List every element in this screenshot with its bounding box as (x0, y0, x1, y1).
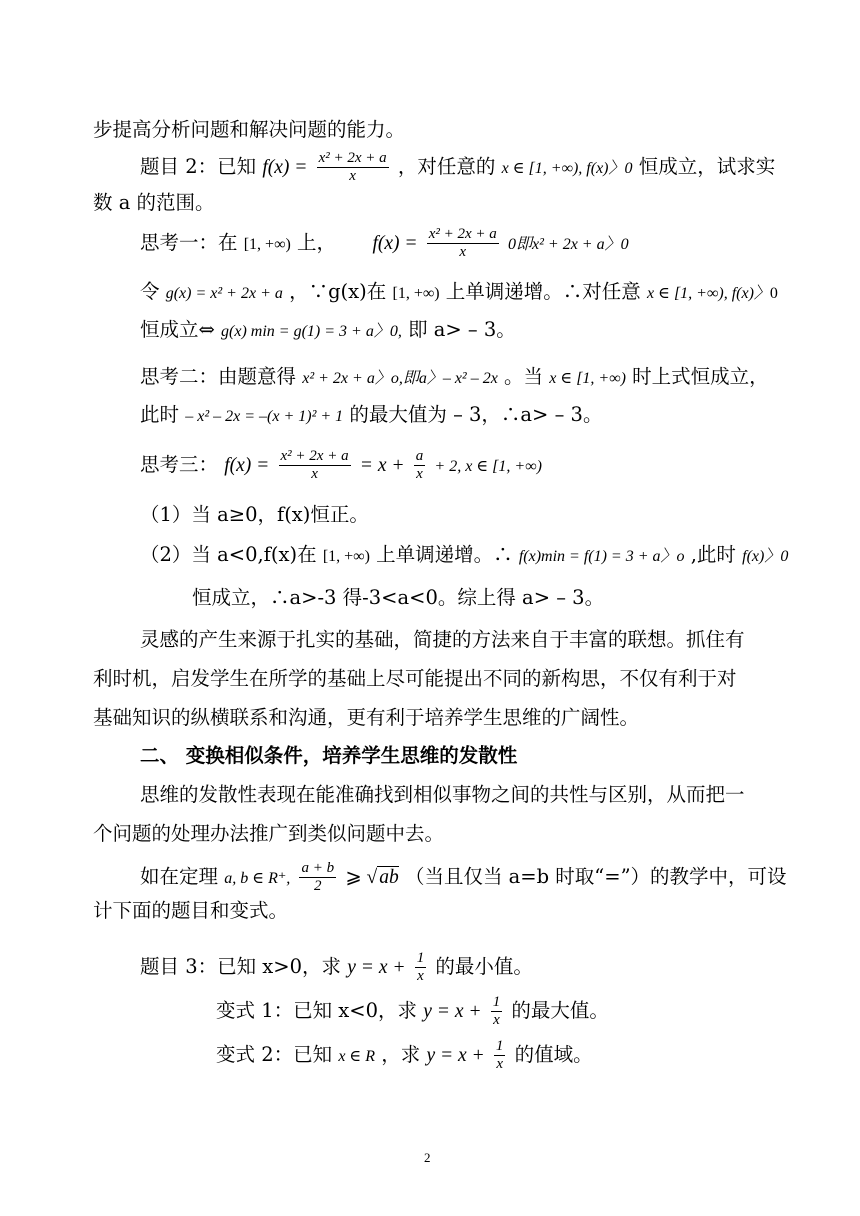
paragraph-text: 恒成立，∴a>-3 得-3<a<0。综上得 a> – 3。 (192, 586, 605, 609)
text: 变式 2：已知 (216, 1043, 333, 1066)
text-line (93, 704, 639, 732)
text: ，求 (381, 1043, 421, 1066)
formula: g(x) = x² + 2x + a (165, 285, 283, 302)
formula: + 2, x ∈ [1, +∞) (434, 458, 542, 475)
fraction: $\frac{1}{x}$ (416, 950, 425, 984)
paragraph-text: 步提高分析问题和解决问题的能力。 (93, 118, 406, 141)
heading-text: 二、 变换相似条件，培养学生思维的发散性 (140, 744, 518, 767)
interval: [1, +∞) (392, 285, 440, 302)
formula: 0即x² + 2x + a〉0 (508, 236, 629, 253)
text: 上， (297, 231, 337, 254)
text-line (93, 189, 215, 217)
text: 令 (140, 280, 160, 303)
paragraph-text: 数 a 的范围。 (93, 191, 215, 214)
text-line (93, 897, 288, 925)
interval: [1, +∞) (322, 548, 370, 565)
text: 恒成立，试求实 (638, 155, 776, 178)
text: 即 a> – 3。 (408, 318, 516, 341)
paragraph-text: 思维的发散性表现在能准确找到相似事物之间的共性与区别，从而把一 (140, 783, 745, 806)
text: （当且仅当 a=b 时取“=”）的教学中，可设 (404, 865, 787, 888)
text: 如在定理 (140, 865, 219, 888)
text: 此时 (140, 403, 180, 426)
problem-2-line (140, 150, 775, 185)
text-line (93, 665, 737, 693)
formula: f(x) = (224, 455, 270, 476)
text: 的值域。 (514, 1043, 593, 1066)
text: 的最小值。 (435, 955, 533, 978)
theorem-line (140, 860, 787, 895)
fraction: $\frac{1}{x}$ (495, 1038, 504, 1072)
paragraph-text: 基础知识的纵横联系和沟通，更有利于培养学生思维的广阔性。 (93, 706, 640, 729)
section-heading (140, 742, 517, 770)
text: 题目 3：已知 x>0，求 (140, 955, 342, 978)
text: ,此时 (690, 543, 736, 566)
variant-2-line (216, 1038, 593, 1073)
paragraph-text: 利时机，启发学生在所学的基础上尽可能提出不同的新构思，不仅有利于对 (93, 667, 737, 690)
fraction: $\frac{1}{x}$ (492, 994, 501, 1028)
formula: 0 (769, 285, 778, 302)
formula: a, b ∈ R⁺, (224, 870, 291, 887)
thinking-3-line (140, 448, 542, 483)
formula: f(x) = (262, 157, 308, 178)
case-2 (140, 541, 788, 571)
text: 上单调递增。∴ (376, 543, 513, 566)
text: 时上式恒成立， (632, 365, 769, 388)
formula: x ∈ [1, +∞) (549, 370, 626, 387)
text: 上单调递增。∴对任意 (445, 280, 641, 303)
text: ，∵g(x)在 (289, 280, 387, 303)
fraction: $\frac{\text{x² + 2x + a}}{x}$ (280, 448, 349, 482)
text: ，对任意的 (397, 155, 496, 178)
fraction: $\frac{a}{x}$ (415, 448, 424, 482)
formula: = x + (359, 455, 405, 476)
formula: y = x + (426, 1045, 485, 1066)
formula: y = x + (423, 1001, 482, 1022)
thinking-2-line (140, 363, 769, 393)
formula: f(x) = (372, 233, 418, 254)
problem-3-line (140, 950, 533, 985)
label: 思考二：由题意得 (140, 365, 297, 388)
label: 思考三： (140, 453, 219, 476)
case-2-cont (192, 584, 604, 612)
formula: f(x)〉0 (742, 548, 789, 565)
paragraph-text: 计下面的题目和变式。 (93, 899, 289, 922)
label: 思考一：在 (140, 231, 238, 254)
text: 恒成立⇔ (140, 318, 215, 341)
text: （2）当 a<0,f(x)在 (140, 543, 317, 566)
formula: x² + 2x + a〉o,即a〉– x² – 2x (302, 370, 498, 387)
text-line (140, 626, 745, 654)
case-1 (140, 501, 369, 529)
formula: – x² – 2x = –(x + 1)² + 1 (185, 408, 344, 425)
fraction: $\frac{\text{x² + 2x + a}}{x}$ (428, 226, 497, 260)
interval: [1, +∞) (243, 236, 291, 253)
paragraph-text: 灵感的产生来源于扎实的基础，简捷的方法来自于丰富的联想。抓住有 (140, 628, 745, 651)
variant-1-line (216, 994, 609, 1029)
text-line (93, 116, 405, 144)
text: 的最大值。 (511, 999, 609, 1022)
formula: ⩾ √ ab (345, 867, 399, 888)
h1-line (140, 316, 516, 346)
text: 的最大值为 – 3，∴a> – 3。 (349, 403, 603, 426)
formula: x ∈ [1, +∞), f(x)〉0 (501, 160, 633, 177)
formula: x ∈ [1, +∞), f(x)〉 (647, 285, 770, 302)
fraction: $\frac{a + b}{2}$ (301, 860, 335, 894)
thinking-2b-line (140, 401, 602, 431)
page-number: 2 (424, 1150, 431, 1165)
problem-label: 题目 2：已知 (140, 155, 257, 178)
formula: g(x) min = g(1) = 3 + a〉0, (221, 323, 402, 340)
formula: y = x + (347, 957, 406, 978)
g-line (140, 278, 778, 308)
text: 。当 (504, 365, 544, 388)
paragraph-text: 个问题的处理办法推广到类似问题中去。 (93, 822, 445, 845)
formula: f(x)min = f(1) = 3 + a〉o (518, 548, 685, 565)
fraction: $\frac{\text{x² + 2x + a}}{x}$ (318, 150, 387, 184)
paragraph-text: （1）当 a≥0，f(x)恒正。 (140, 503, 369, 526)
text-line (140, 781, 745, 809)
formula: x ∈ R (338, 1048, 376, 1065)
text: 变式 1：已知 x<0，求 (216, 999, 418, 1022)
text-line (93, 820, 444, 848)
thinking-1-line (140, 226, 629, 261)
